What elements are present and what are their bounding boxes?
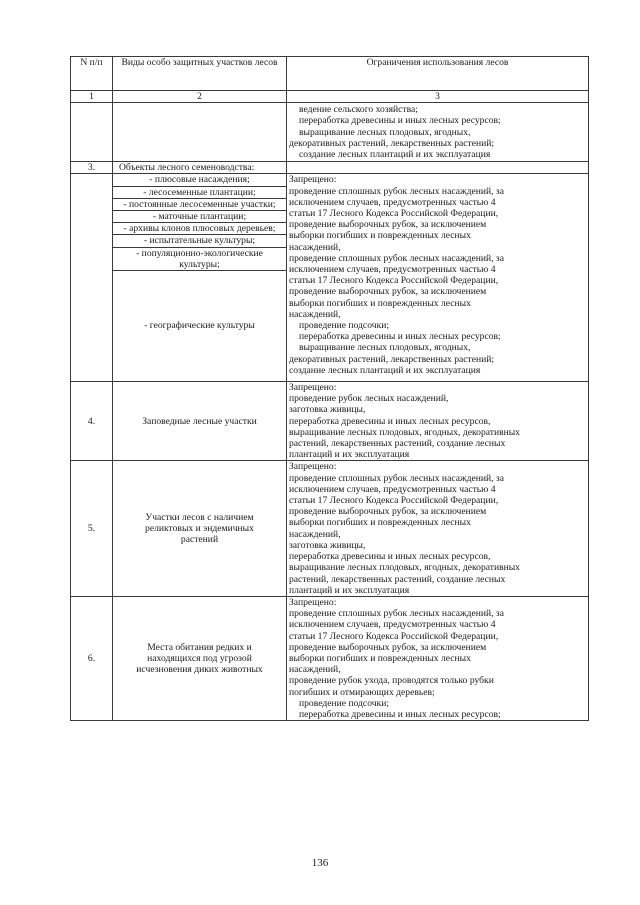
row6-num: 6.: [71, 596, 113, 720]
row3-item-4: - маточные плантации;: [113, 211, 287, 223]
col-number-2: 2: [113, 91, 287, 103]
table-row-5: [71, 461, 589, 596]
row3-item-2: - лесосеменные плантации;: [113, 186, 287, 198]
header-row: [71, 57, 589, 91]
table-row-4: [71, 382, 589, 461]
row3-item: [71, 174, 589, 186]
row3-item-6: - испытательные культуры;: [113, 235, 287, 247]
header-types: Виды особо защитных участков лесов: [113, 57, 287, 91]
row4-restrictions: Запрещено: проведение рубок лесных насаждений, заготовка живицы, переработка древесины и иных лесных ресурсов, выращивание лесных плодовых, ягодных, декоративных растений, лекарственных растений, создание лесных плантаций и их эксплуатация: [287, 382, 589, 461]
row5-title: Участки лесов с наличием реликтовых и эндемичных растений: [113, 461, 287, 596]
table-row-6: [71, 596, 589, 720]
restrictions-table: [70, 56, 589, 721]
row3-item-8: - географические культуры: [113, 271, 287, 382]
row6-title: Места обитания редких и находящихся под угрозой исчезновения диких животных: [113, 596, 287, 720]
column-number-row: [71, 91, 589, 103]
row4-title: Заповедные лесные участки: [113, 382, 287, 461]
row3-restrictions: Запрещено: проведение сплошных рубок лесных насаждений, за исключением случаев, предусмотренных частью 4 статьи 17 Лесного Кодекса Российской Федерации, проведение выборочных рубок, за исключением выборки погибших и поврежденных лесных насаждений, проведение сплошных рубок лесных насаждений, за исключением случаев, предусмотренных частью 4 статьи 17 Лесного Кодекса Российской Федерации, проведение выборочных рубок, за исключением выборки погибших и поврежденных лесных насаждений, проведение подсочки; переработка древесины и иных лесных ресурсов; выращивание лесных плодовых, ягодных, декоративных растений, лекарственных растений; создание лесных плантаций и их эксплуатация: [287, 174, 589, 382]
page-number: 136: [311, 857, 329, 869]
col-number-1: 1: [71, 91, 113, 103]
row3-item-7: - популяционно-экологические культуры;: [113, 247, 287, 270]
header-restrictions: Ограничения использования лесов: [287, 57, 589, 91]
col-number-3: 3: [287, 91, 589, 103]
row3-item-1: - плюсовые насаждения;: [113, 174, 287, 186]
row3-item-5: - архивы клонов плюсовых деревьев;: [113, 223, 287, 235]
table-row-continuation: [71, 103, 589, 162]
row3-item-3: - постоянные лесосеменные участки;: [113, 198, 287, 210]
row6-restrictions: Запрещено: проведение сплошных рубок лесных насаждений, за исключением случаев, предусмотренных частью 4 статьи 17 Лесного Кодекса Российской Федерации, проведение выборочных рубок, за исключением выборки погибших и поврежденных лесных насаждений, проведение рубок ухода, проводятся только рубки погибших и отмирающих деревьев; проведение подсочки; переработка древесины и иных лесных ресурсов;: [287, 596, 589, 720]
continuation-restrictions: ведение сельского хозяйства; переработка древесины и иных лесных ресурсов; выращивание лесных плодовых, ягодных, декоративных растений, лекарственных растений; создание лесных плантаций и их эксплуатация: [287, 103, 589, 162]
header-num: N п/п: [71, 57, 113, 91]
table-row-3-title: [71, 162, 589, 174]
row5-restrictions: Запрещено: проведение сплошных рубок лесных насаждений, за исключением случаев, предусмотренных частью 4 статьи 17 Лесного Кодекса Российской Федерации, проведение выборочных рубок, за исключением выборки погибших и поврежденных лесных насаждений, заготовка живицы, переработка древесины и иных лесных ресурсов, выращивание лесных плодовых, ягодных, декоративных растений, лекарственных растений, создание лесных плантаций и их эксплуатация: [287, 461, 589, 596]
row4-num: 4.: [71, 382, 113, 461]
row3-title: Объекты лесного семеноводства:: [113, 162, 287, 174]
row3-num: 3.: [71, 162, 113, 174]
row5-num: 5.: [71, 461, 113, 596]
